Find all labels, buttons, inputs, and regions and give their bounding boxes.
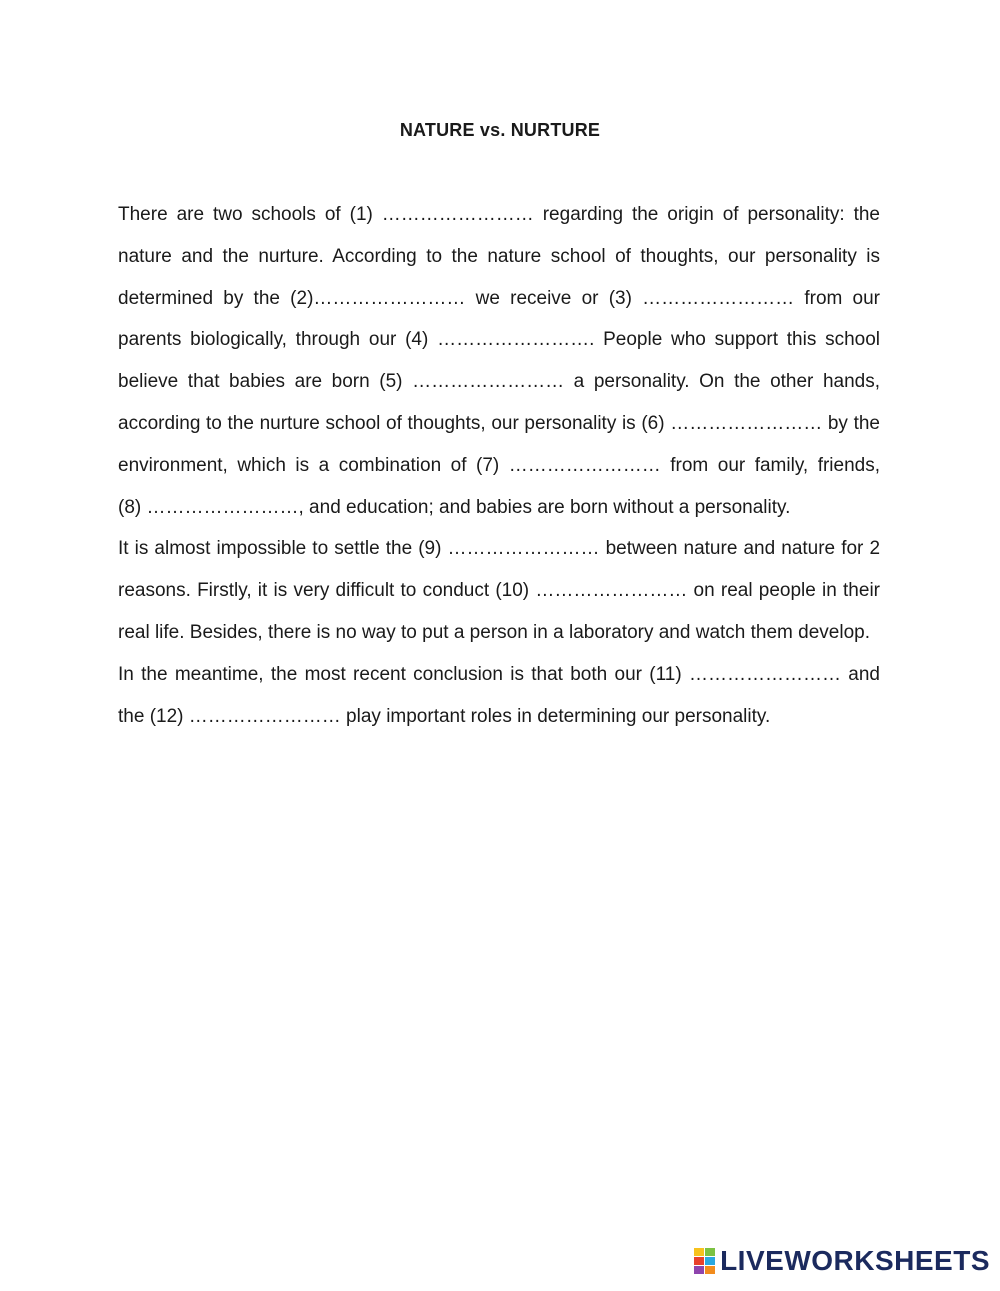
paragraph-text: In the meantime, the most recent conclusion is that both our	[118, 663, 650, 685]
liveworksheets-logo[interactable]	[694, 1243, 990, 1279]
answer-blank[interactable]: (6) ……………………	[641, 412, 823, 434]
worksheet-body	[118, 194, 880, 737]
answer-blank[interactable]: (5) ……………………	[379, 371, 565, 393]
answer-blank[interactable]: (11) ……………………	[649, 663, 841, 685]
answer-blank[interactable]: (7) ……………………	[476, 454, 661, 476]
answer-blank[interactable]: (10) ……………………	[495, 580, 688, 602]
answer-blank[interactable]: (3) ……………………	[608, 287, 795, 309]
paragraph-text: play important roles in determining our personality.	[340, 705, 771, 727]
paragraph-text: a personality. On the other hands, according to the nurture school of thoughts, our personality is	[118, 371, 881, 434]
paragraph-text: It is almost impossible to settle the	[118, 538, 419, 560]
paragraph-text: from our family, friends,	[660, 454, 881, 476]
paragraph-text: regarding the origin of personality: the nature and the nurture. According to the nature school of thoughts, our personality is determined by the	[118, 204, 881, 309]
worksheet-title: NATURE vs. NURTURE	[399, 120, 601, 140]
answer-blank[interactable]: (9) ……………………	[418, 538, 600, 560]
paragraph-text: There are two schools of	[118, 204, 350, 225]
paragraph-text: from our parents biologically, through our	[118, 287, 881, 351]
paragraph-text: by the environment, which is a combination of	[118, 412, 880, 476]
paragraph-text: on real people in their real life. Besides, there is no way to put a person in a laboratory and watch them develop.	[118, 580, 880, 643]
answer-blank[interactable]: (4) ……………………	[405, 329, 590, 351]
answer-blank[interactable]: (12) ……………………	[149, 705, 341, 727]
logo-text: LIVEWORKSHEETS	[720, 1245, 990, 1276]
paragraph-3	[118, 654, 880, 738]
paragraph-text: between nature and nature for 2 reasons. Firstly, it is very difficult to conduct	[118, 538, 881, 602]
liveworksheets-logo-icon	[694, 1248, 716, 1274]
answer-blank[interactable]: (1) ……………………	[349, 204, 534, 225]
paragraph-text: we receive or	[465, 287, 609, 309]
paragraph-2	[118, 528, 880, 653]
paragraph-text: , and education; and babies are born without a personality.	[298, 496, 791, 518]
paragraph-text: and the	[118, 663, 880, 727]
paragraph-1	[118, 194, 880, 528]
paragraph-text: . People who support this school believe that babies are born	[118, 329, 880, 393]
answer-blank[interactable]: (2)……………………	[290, 287, 466, 309]
answer-blank[interactable]: (8) ……………………	[118, 496, 299, 518]
